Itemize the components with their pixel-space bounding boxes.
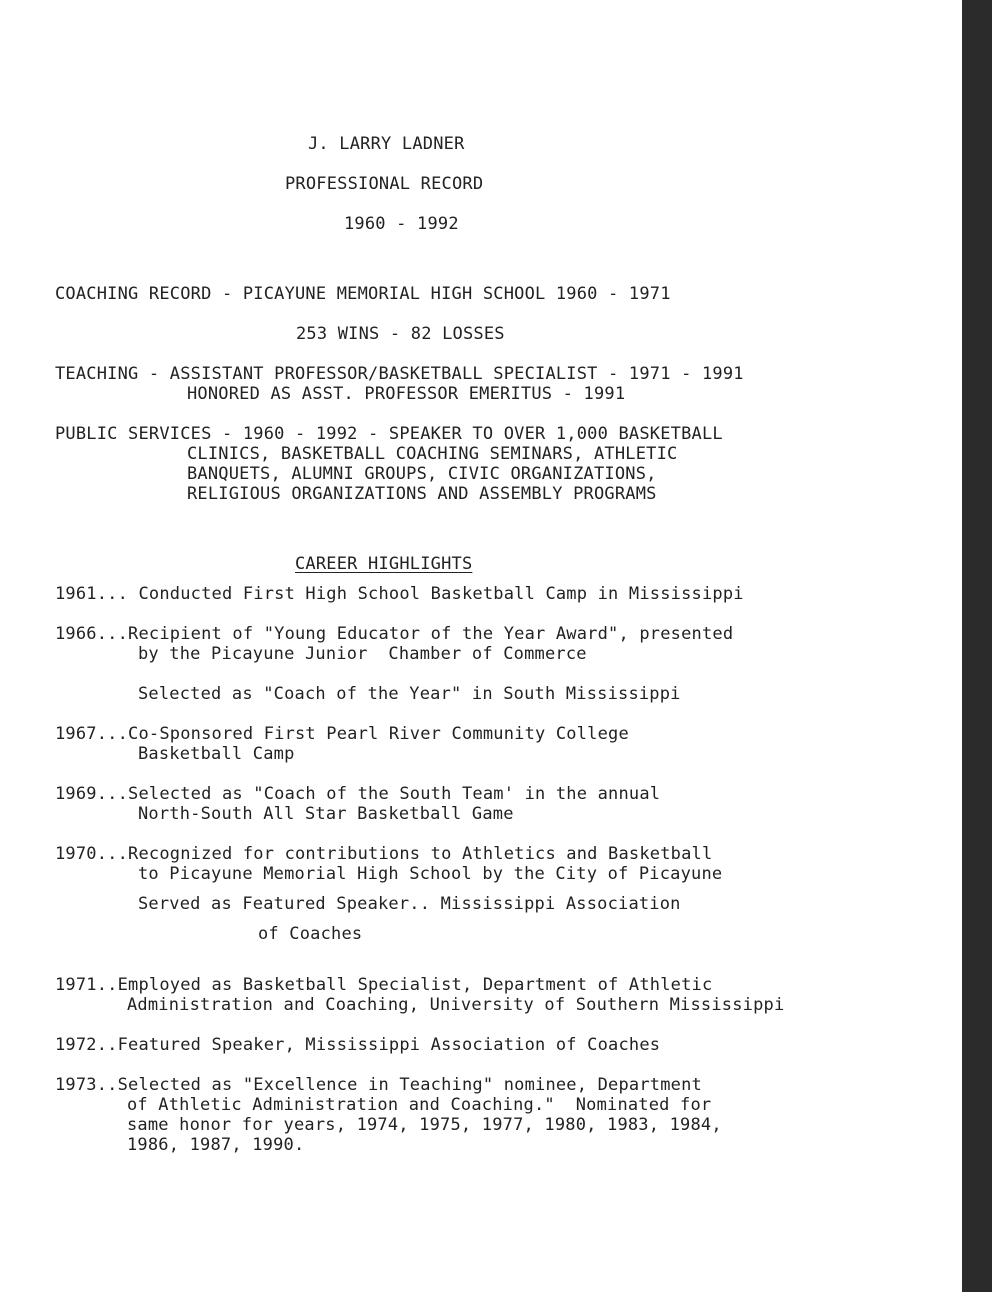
teaching-line-2: HONORED AS ASST. PROFESSOR EMERITUS - 1991 (187, 384, 626, 404)
highlight-1973-line-1: 1973..Selected as "Excellence in Teaching" nominee, Department (55, 1075, 702, 1095)
public-services-line-2: CLINICS, BASKETBALL COACHING SEMINARS, ATHLETIC (187, 444, 678, 464)
scan-dark-edge (962, 0, 992, 1292)
highlight-1966-line-3: Selected as "Coach of the Year" in South Mississippi (138, 684, 681, 704)
highlight-1961-line-1: 1961... Conducted First High School Basketball Camp in Mississippi (55, 584, 744, 604)
document-years: 1960 - 1992 (344, 214, 459, 234)
highlight-1970-line-1: 1970...Recognized for contributions to Athletics and Basketball (55, 844, 713, 864)
highlight-1973-line-2: of Athletic Administration and Coaching." Nominated for (127, 1095, 712, 1115)
highlight-1972-line-1: 1972..Featured Speaker, Mississippi Association of Coaches (55, 1035, 661, 1055)
document-name: J. LARRY LADNER (308, 134, 465, 154)
highlight-1966-line-1: 1966...Recipient of "Young Educator of the Year Award", presented (55, 624, 734, 644)
highlight-1967-line-2: Basketball Camp (138, 744, 295, 764)
coaching-win-loss: 253 WINS - 82 LOSSES (296, 324, 505, 344)
career-highlights-heading: CAREER HIGHLIGHTS (295, 554, 473, 574)
highlight-1966-line-2: by the Picayune Junior Chamber of Commerce (138, 644, 587, 664)
highlight-1970-line-3: Served as Featured Speaker.. Mississippi Association (138, 894, 681, 914)
highlight-1969-line-1: 1969...Selected as "Coach of the South Team' in the annual (55, 784, 661, 804)
document-subtitle: PROFESSIONAL RECORD (285, 174, 484, 194)
highlight-1970-line-2: to Picayune Memorial High School by the City of Picayune (138, 864, 723, 884)
public-services-line-4: RELIGIOUS ORGANIZATIONS AND ASSEMBLY PROGRAMS (187, 484, 657, 504)
highlight-1969-line-2: North-South All Star Basketball Game (138, 804, 514, 824)
highlight-1970-line-4: of Coaches (258, 924, 363, 944)
coaching-record-line: COACHING RECORD - PICAYUNE MEMORIAL HIGH SCHOOL 1960 - 1971 (55, 284, 671, 304)
highlight-1967-line-1: 1967...Co-Sponsored First Pearl River Community College (55, 724, 629, 744)
highlight-1971-line-2: Administration and Coaching, University of Southern Mississippi (127, 995, 785, 1015)
teaching-line-1: TEACHING - ASSISTANT PROFESSOR/BASKETBALL SPECIALIST - 1971 - 1991 (55, 364, 744, 384)
public-services-line-3: BANQUETS, ALUMNI GROUPS, CIVIC ORGANIZATIONS, (187, 464, 657, 484)
highlight-1973-line-3: same honor for years, 1974, 1975, 1977, 1980, 1983, 1984, (127, 1115, 722, 1135)
highlight-1973-line-4: 1986, 1987, 1990. (127, 1135, 305, 1155)
public-services-line-1: PUBLIC SERVICES - 1960 - 1992 - SPEAKER TO OVER 1,000 BASKETBALL (55, 424, 723, 444)
highlight-1971-line-1: 1971..Employed as Basketball Specialist, Department of Athletic (55, 975, 713, 995)
